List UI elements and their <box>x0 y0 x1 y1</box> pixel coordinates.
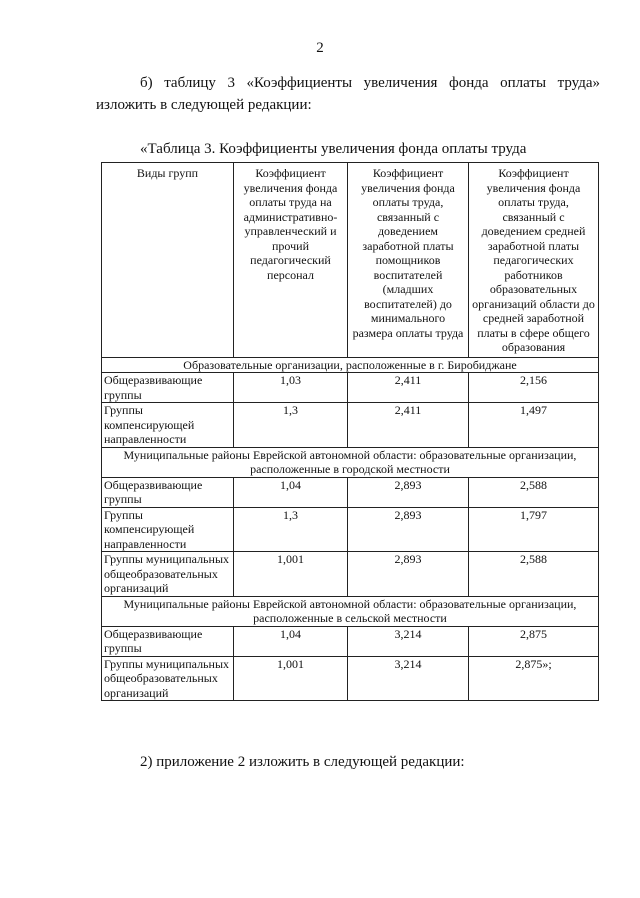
closing-paragraph: 2) приложение 2 изложить в следующей редакции: <box>140 754 465 770</box>
group-cell: Общеразвивающие группы <box>102 373 234 403</box>
group-cell: Группы компенсирующей направленности <box>102 507 234 552</box>
value-cell: 1,797 <box>469 507 599 552</box>
coefficients-table <box>101 162 599 701</box>
value-cell: 2,588 <box>469 552 599 597</box>
section-title: Образовательные организации, расположенные в г. Биробиджане <box>102 357 599 373</box>
value-cell: 1,03 <box>234 373 348 403</box>
value-cell: 1,001 <box>234 552 348 597</box>
value-cell: 3,214 <box>348 656 469 701</box>
header-admin-coefficient: Коэффициент увеличения фонда оплаты труда на административно-управленческий и прочий педагогический персонал <box>234 163 348 358</box>
header-assistant-coefficient: Коэффициент увеличения фонда оплаты труда, связанный с доведением заработной платы помощников воспитателей (младших воспитателей) до минимального размера оплаты труда <box>348 163 469 358</box>
table-row <box>102 373 599 403</box>
group-cell: Общеразвивающие группы <box>102 626 234 656</box>
value-cell: 2,156 <box>469 373 599 403</box>
value-cell: 1,04 <box>234 477 348 507</box>
group-cell: Общеразвивающие группы <box>102 477 234 507</box>
value-cell: 2,411 <box>348 403 469 448</box>
value-cell: 2,411 <box>348 373 469 403</box>
section-title: Муниципальные районы Еврейской автономной области: образовательные организации, расположенные в городской местности <box>102 447 599 477</box>
section-row <box>102 357 599 373</box>
page-number: 2 <box>316 40 324 56</box>
value-cell: 1,3 <box>234 507 348 552</box>
value-cell: 1,001 <box>234 656 348 701</box>
group-cell: Группы муниципальных общеобразовательных организаций <box>102 552 234 597</box>
table-row <box>102 626 599 656</box>
section-row <box>102 447 599 477</box>
value-cell: 1,497 <box>469 403 599 448</box>
table-header-row <box>102 163 599 358</box>
table-row <box>102 477 599 507</box>
group-cell: Группы компенсирующей направленности <box>102 403 234 448</box>
value-cell: 2,893 <box>348 507 469 552</box>
table-row <box>102 552 599 597</box>
table-row <box>102 507 599 552</box>
value-cell: 3,214 <box>348 626 469 656</box>
value-cell: 2,875 <box>469 626 599 656</box>
value-cell: 2,893 <box>348 552 469 597</box>
header-teacher-coefficient: Коэффициент увеличения фонда оплаты труда, связанный с доведением средней заработной платы педагогических работников образовательных организаций области до средней заработной платы в сфере общего образования <box>469 163 599 358</box>
intro-paragraph: б) таблицу 3 «Коэффициенты увеличения фонда оплаты труда» изложить в следующей редакции: <box>96 75 600 113</box>
table-caption: «Таблица 3. Коэффициенты увеличения фонда оплаты труда <box>140 141 527 157</box>
section-row <box>102 596 599 626</box>
table-row <box>102 403 599 448</box>
value-cell: 1,04 <box>234 626 348 656</box>
group-cell: Группы муниципальных общеобразовательных организаций <box>102 656 234 701</box>
header-group-type: Виды групп <box>102 163 234 358</box>
value-cell: 2,893 <box>348 477 469 507</box>
section-title: Муниципальные районы Еврейской автономной области: образовательные организации, расположенные в сельской местности <box>102 596 599 626</box>
value-cell: 2,875»; <box>469 656 599 701</box>
value-cell: 2,588 <box>469 477 599 507</box>
table-row <box>102 656 599 701</box>
value-cell: 1,3 <box>234 403 348 448</box>
